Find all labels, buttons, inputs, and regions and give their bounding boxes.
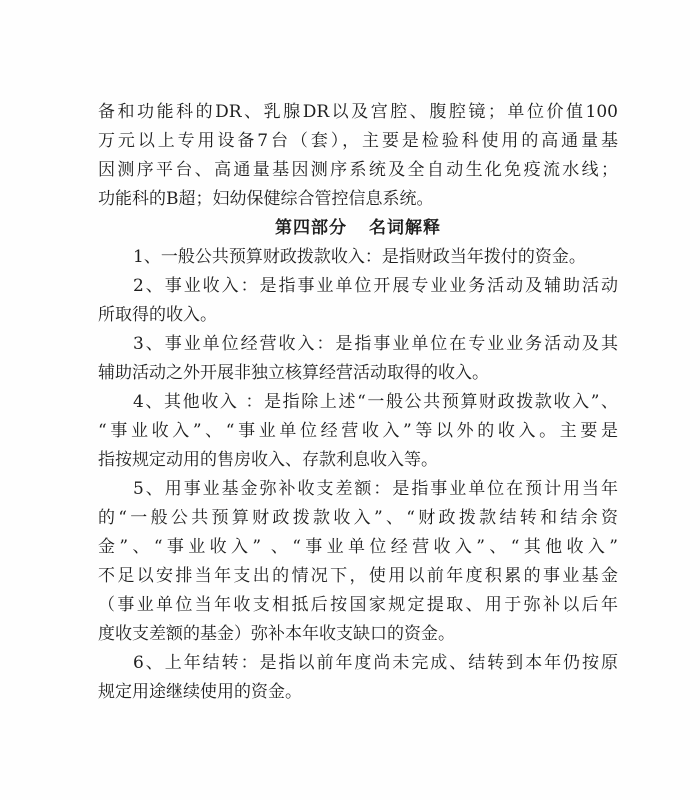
definition-line: 的“一般公共预算财政拨款收入”、“财政拨款结转和结余资 <box>98 508 618 528</box>
section-heading-title: 名词解释 <box>369 218 441 238</box>
definition-line: 度收支差额的基金）弥补本年收支缺口的资金。 <box>98 624 455 644</box>
definition-line: 所取得的收入。 <box>98 305 217 325</box>
definition-line: 2、事业收入：是指事业单位开展专业业务活动及辅助活动 <box>133 276 618 296</box>
section-heading <box>98 214 618 243</box>
definition-line: 金”、“事业收入” 、“事业单位经营收入”、“其他收入” <box>98 537 618 557</box>
definition-line: 指按规定动用的售房收入、存款利息收入等。 <box>98 450 438 470</box>
document-body <box>98 98 618 707</box>
definition-line: 4、其他收入 ：是指除上述“一般公共预算财政拨款收入”、 <box>133 392 618 412</box>
paragraph-line: 备和功能科的DR、乳腺DR以及宫腔、腹腔镜；单位价值100 <box>98 102 618 122</box>
section-heading-part: 第四部分 <box>275 218 347 238</box>
paragraph-line: 因测序平台、高通量基因测序系统及全自动生化免疫流水线； <box>98 160 618 180</box>
definition-line: 3、事业单位经营收入：是指事业单位在专业业务活动及其 <box>133 334 618 354</box>
paragraph-line: 功能科的B超；妇幼保健综合管控信息系统。 <box>98 189 434 209</box>
definition-line: 辅助活动之外开展非独立核算经营活动取得的收入。 <box>98 363 489 383</box>
definition-line: （事业单位当年收支相抵后按国家规定提取、用于弥补以后年 <box>98 595 618 615</box>
definition-line: 6、上年结转：是指以前年度尚未完成、结转到本年仍按原 <box>133 653 618 673</box>
definition-line: 1、一般公共预算财政拨款收入：是指财政当年拨付的资金。 <box>133 247 586 267</box>
definition-line: 5、用事业基金弥补收支差额：是指事业单位在预计用当年 <box>133 479 618 499</box>
definition-line: 规定用途继续使用的资金。 <box>98 682 302 702</box>
definition-line: 不足以安排当年支出的情况下，使用以前年度积累的事业基金 <box>98 566 618 586</box>
definition-line: “事业收入”、“事业单位经营收入”等以外的收入。主要是 <box>98 421 618 441</box>
paragraph-line: 万元以上专用设备7台（套），主要是检验科使用的高通量基 <box>98 131 618 151</box>
